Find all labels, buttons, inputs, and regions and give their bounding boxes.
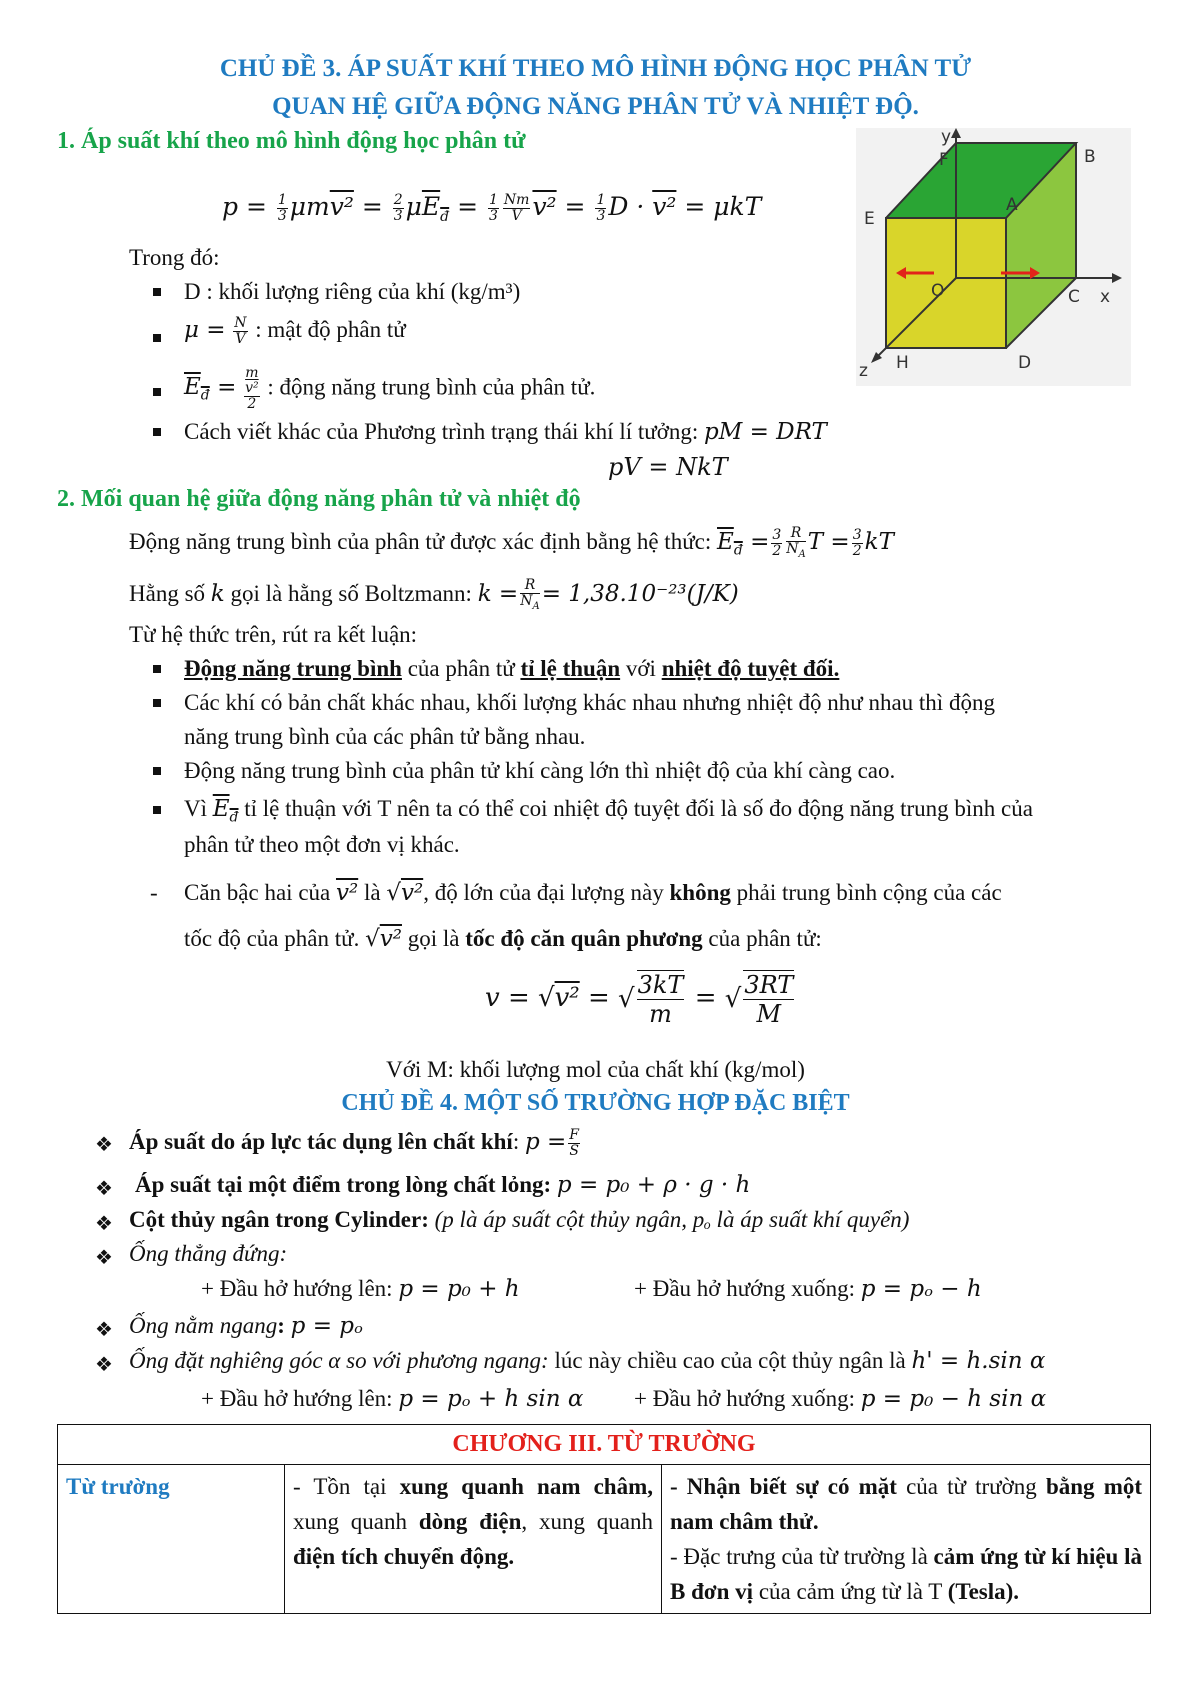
conclusion-4-line2: phân tử theo một đơn vị khác. — [184, 832, 460, 857]
cube-label-x: x — [1100, 287, 1111, 307]
c1-underline-2: tỉ lệ thuận — [520, 656, 621, 681]
cube-label-b: B — [1084, 147, 1096, 167]
t4i2-eq: p = p₀ + ρ · g · h — [556, 1172, 751, 1198]
conclusion-3: Động năng trung bình của phân tử khí càng lớn thì nhiệt độ của khí càng cao. — [184, 758, 896, 783]
bullet-marker — [153, 428, 161, 436]
topic4-item6-up — [201, 1386, 583, 1412]
diamond-bullet: ❖ — [95, 1132, 113, 1156]
cube-label-a: A — [1006, 195, 1018, 215]
c1-underline-3: nhiệt độ tuyệt đối. — [661, 656, 840, 681]
t4i4-up-eq: p = p₀ + h — [398, 1276, 520, 1302]
c2-bold-2: dòng điện — [418, 1509, 522, 1534]
topic4-item5: Ống nằm ngang: p = pₒ — [129, 1313, 363, 1339]
rms-text-c: , độ lớn của đại lượng này — [423, 880, 664, 905]
t4i6-up-eq: p = pₒ + h sin α — [398, 1386, 584, 1412]
c4-text-a: Vì — [184, 796, 207, 821]
t4i1-bold: Áp suất do áp lực tác dụng lên chất khí — [129, 1128, 513, 1154]
item-alt — [184, 419, 827, 445]
ed-text: : động năng trung bình của phân tử. — [267, 374, 596, 400]
cube-label-y: y — [941, 128, 952, 147]
c2-text-2: xung quanh — [293, 1509, 419, 1534]
bullet-marker — [153, 665, 161, 673]
topic4-item6-down — [634, 1386, 1046, 1412]
table-cell-topic: Từ trường — [58, 1465, 285, 1614]
cube-label-h: H — [896, 353, 909, 373]
topic3-title-line2: QUAN HỆ GIỮA ĐỘNG NĂNG PHÂN TỬ VÀ NHIỆT ĐỘ. — [272, 93, 919, 120]
c3-bold-4: (Tesla). — [947, 1579, 1020, 1604]
mu-text: : mật độ phân tử — [255, 316, 406, 342]
topic3-title-line1: CHỦ ĐỀ 3. ÁP SUẤT KHÍ THEO MÔ HÌNH ĐỘNG HỌC PHÂN TỬ — [219, 55, 972, 82]
cube-label-d: D — [1018, 353, 1032, 373]
bullet-marker — [153, 767, 161, 775]
cube-label-z: z — [859, 361, 868, 381]
rms2-bold: tốc độ căn quân phương — [465, 926, 703, 951]
cube-label-o: O — [931, 281, 945, 301]
density-text: : khối lượng riêng của khí (kg/m³) — [206, 279, 521, 304]
rms-text-b: là — [363, 880, 381, 905]
table-cell-existence — [285, 1465, 662, 1614]
topic4-item4-up — [201, 1276, 520, 1302]
chapter3-title: CHƯƠNG III. TỪ TRƯỜNG — [58, 1425, 1151, 1465]
alt-text: Cách viết khác của Phương trình trạng thái khí lí tưởng: — [184, 419, 699, 444]
topic4-item6 — [129, 1348, 1045, 1374]
rms-line1: Căn bậc hai của v² là √v², độ lớn của đại lượng này không phải trung bình cộng của các — [184, 880, 1002, 906]
bullet-marker — [153, 334, 161, 342]
rms-bold: không — [669, 880, 731, 905]
diamond-bullet: ❖ — [95, 1352, 113, 1376]
table-cell-characteristics — [662, 1465, 1151, 1614]
t4i5-eq: p = pₒ — [290, 1313, 363, 1339]
conclusion-2-line1: Các khí có bản chất khác nhau, khối lượng khác nhau nhưng nhiệt độ như nhau thì động — [184, 690, 995, 715]
bullet-marker — [153, 699, 161, 707]
ed-relation-text: Động năng trung bình của phân tử được xác định bằng hệ thức: — [129, 529, 712, 555]
molar-mass-note: Với M: khối lượng mol của chất khí (kg/mol) — [386, 1057, 805, 1082]
diamond-bullet: ❖ — [95, 1176, 113, 1200]
c2-text-1: - Tồn tại — [293, 1474, 400, 1499]
topic4-item1: Áp suất do áp lực tác dụng lên chất khí: p = $\frac{F}{S}$ — [129, 1127, 579, 1159]
section2-heading: 2. Mối quan hệ giữa động năng phân tử và nhiệt độ — [57, 486, 581, 512]
cube-label-f: F — [939, 150, 949, 170]
c3-bold-2: bằng một nam châm thử. — [670, 1474, 1143, 1534]
boltzmann-line: Hằng số k gọi là hằng số Boltzmann: k = $\frac{R}{N_A}$ = 1,38.10⁻²³(J/K) — [129, 577, 739, 612]
c1-underline-1: Động năng trung bình — [184, 656, 402, 681]
rms-text-d: phải trung bình cộng của các — [736, 880, 1002, 905]
dash-marker: - — [150, 880, 158, 905]
t4i6-up-text: + Đầu hở hướng lên: — [201, 1386, 393, 1411]
rms-text-a: Căn bậc hai của — [184, 880, 331, 905]
t4i4-down-text: + Đầu hở hướng xuống: — [634, 1276, 855, 1301]
eq-pv: pV = NkT — [608, 453, 728, 481]
topic4-title: CHỦ ĐỀ 4. MỘT SỐ TRƯỜNG HỢP ĐẶC BIỆT — [341, 1090, 850, 1116]
t4i3-italic: (p là áp suất cột thủy ngân, pₒ là áp suất khí quyển) — [434, 1207, 910, 1232]
rms-formula: v = √v² = √ $\frac{3kT}{m}$ = √ $\frac{3RT}{M}$ — [485, 971, 794, 1028]
t4i4-down-eq: p = pₒ − h — [860, 1276, 982, 1302]
t4i4-up-text: + Đầu hở hướng lên: — [201, 1276, 393, 1301]
rms2-text-c: của phân tử: — [708, 926, 822, 951]
t4i6-eq: h' = h.sin α — [911, 1348, 1046, 1374]
item-ed: $E_đ$ = m v² 2 : động năng trung bình của phân tử. — [184, 365, 596, 412]
t4i2-bold: Áp suất tại một điểm trong lòng chất lỏng: — [135, 1172, 552, 1197]
topic4-item2 — [135, 1172, 750, 1198]
c2-bold-3: điện tích chuyển động. — [293, 1544, 515, 1569]
conclusion-4-line1: Vì $E_đ$ tỉ lệ thuận với T nên ta có thể coi nhiệt độ tuyệt đối là số đo động năng trung bình của — [184, 796, 1033, 826]
bullet-marker — [153, 806, 161, 814]
conclusion-2-line2: năng trung bình của các phân tử bằng nhau. — [184, 724, 586, 749]
c3-bold-3: cảm ứng từ kí hiệu là B đơn vị — [670, 1544, 1142, 1604]
table-row — [58, 1425, 1151, 1465]
t4i6-down-eq: p = p₀ − h sin α — [860, 1386, 1047, 1412]
t4i6-text: lúc này chiều cao của cột thủy ngân là — [554, 1348, 906, 1373]
bullet-marker — [153, 288, 161, 296]
topic4-item3 — [129, 1207, 909, 1233]
c2-bold-1: xung quanh nam châm, — [399, 1474, 653, 1499]
c1-text-1: của phân tử — [401, 656, 521, 681]
cube-label-c: C — [1068, 287, 1080, 307]
eq-pm: pM = DRT — [704, 419, 827, 445]
t4i5-italic: Ống nằm ngang — [129, 1313, 278, 1338]
cube-front-face — [886, 218, 1006, 348]
trong-do-label: Trong đó: — [129, 245, 220, 270]
rms-line2: tốc độ của phân tử. √v² gọi là tốc độ căn quân phương của phân tử: — [184, 926, 822, 952]
t4i6-italic: Ống đặt nghiêng góc α so với phương ngang: — [129, 1348, 549, 1373]
c3-text-3: của cảm ứng từ là T — [753, 1579, 948, 1604]
c3-text-1: của từ trường — [896, 1474, 1046, 1499]
item-mu: μ = $\frac{N}{V}$ : mật độ phân tử — [184, 315, 406, 347]
c2-text-3: , xung quanh — [521, 1509, 653, 1534]
t4i3-bold: Cột thủy ngân trong Cylinder: — [129, 1207, 429, 1232]
density-symbol: D — [184, 279, 201, 304]
cube-label-e: E — [864, 209, 875, 229]
rms2-text-b: gọi là — [407, 926, 460, 951]
topic4-item4 — [129, 1241, 287, 1267]
c3-text-2: - Đặc trưng của từ trường là — [670, 1544, 934, 1569]
section1-heading: 1. Áp suất khí theo mô hình động học phân tử — [57, 128, 526, 154]
item-density — [184, 279, 520, 305]
diamond-bullet: ❖ — [95, 1317, 113, 1341]
t4i6-down-text: + Đầu hở hướng xuống: — [634, 1386, 855, 1411]
pressure-formula: p = $\frac{1}{3}$ μmv² = $\frac{2}{3}$ $\mu E_đ$ = $\frac{1}{3}$ $\frac{Nm}{V}$ v² = $\frac{1}{3}$ D · v² = μkT — [222, 192, 762, 225]
conclusion-intro: Từ hệ thức trên, rút ra kết luận: — [129, 622, 418, 647]
rms2-text-a: tốc độ của phân tử. — [184, 926, 360, 951]
diamond-bullet: ❖ — [95, 1211, 113, 1235]
chapter3-table — [57, 1424, 1151, 1614]
boltzmann-value: = 1,38.10⁻²³(J/K) — [541, 581, 739, 608]
topic4-item4-down — [634, 1276, 982, 1302]
bullet-marker — [153, 388, 161, 396]
c3-bold-1: - Nhận biết sự có mặt — [670, 1474, 897, 1499]
cube-diagram — [856, 128, 1131, 386]
ed-relation-line: Động năng trung bình của phân tử được xác định bằng hệ thức: $E_đ$ = $\frac{3}{2}$ $\frac{R}{N_A}$ T = $\frac{3}{2}$ kT — [129, 525, 894, 560]
diamond-bullet: ❖ — [95, 1245, 113, 1269]
boltzmann-text-a: Hằng số — [129, 581, 206, 607]
t4i4-italic: Ống thẳng đứng: — [129, 1241, 288, 1266]
c1-text-2: với — [620, 656, 662, 681]
c4-text-b: tỉ lệ thuận với T nên ta có thể coi nhiệt độ tuyệt đối là số đo động năng trung bình của — [244, 796, 1033, 821]
cube-svg — [856, 128, 1131, 386]
conclusion-1 — [184, 656, 839, 682]
table-row — [58, 1465, 1151, 1614]
boltzmann-text-b: gọi là hằng số Boltzmann: — [230, 581, 472, 607]
